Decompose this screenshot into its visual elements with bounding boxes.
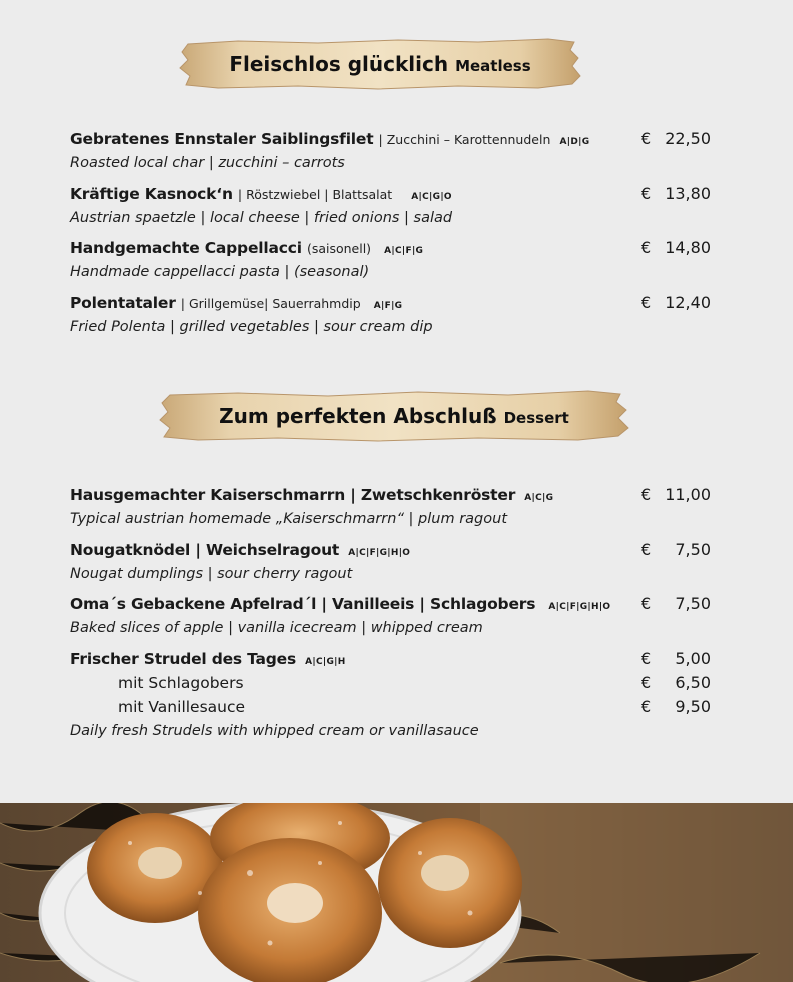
- item-option: [70, 671, 715, 695]
- allergen-codes: A|C|F|G: [384, 246, 424, 256]
- item-option: [70, 695, 715, 719]
- menu-item: [70, 291, 715, 339]
- item-price: € 7,50: [641, 594, 711, 613]
- item-name: Polentataler: [70, 294, 176, 312]
- item-english: Baked slices of apple | vanilla icecream | whipped cream: [70, 620, 483, 636]
- menu-item: [70, 483, 715, 531]
- allergen-codes: A|C|G|O: [411, 192, 452, 202]
- section-title: Zum perfekten Abschluß Dessert: [219, 404, 569, 428]
- item-price: € 22,50: [641, 129, 711, 148]
- item-description: | Röstzwiebel | Blattsalat: [237, 187, 393, 202]
- menu-item: [70, 592, 715, 640]
- item-price: € 13,80: [641, 184, 711, 203]
- item-english: Austrian spaetzle | local cheese | fried onions | salad: [70, 210, 453, 226]
- item-english: Fried Polenta | grilled vegetables | sour cream dip: [70, 319, 433, 335]
- allergen-codes: A|C|G: [524, 493, 554, 503]
- allergen-codes: A|C|F|G|H|O: [548, 602, 611, 612]
- option-label: mit Vanillesauce: [118, 698, 246, 716]
- item-english: Roasted local char | zucchini – carrots: [70, 155, 345, 171]
- item-english: Daily fresh Strudels with whipped cream or vanillasauce: [70, 723, 479, 739]
- menu-item: [70, 647, 715, 743]
- menu-item: [70, 538, 715, 586]
- item-name: Hausgemachter Kaiserschmarrn | Zwetschkenröster: [70, 486, 516, 504]
- section-title: Fleischlos glücklich Meatless: [229, 52, 531, 76]
- item-english: Typical austrian homemade „Kaiserschmarrn“ | plum ragout: [70, 511, 508, 527]
- item-name: Kräftige Kasnock‘n: [70, 185, 233, 203]
- item-description: | Zucchini – Karottennudeln: [378, 132, 551, 147]
- item-name: Frischer Strudel des Tages: [70, 650, 297, 668]
- option-label: mit Schlagobers: [118, 674, 244, 692]
- item-price: € 14,80: [641, 238, 711, 257]
- item-name: Nougatknödel | Weichselragout: [70, 541, 340, 559]
- item-price: € 5,00: [641, 649, 711, 668]
- item-description: | Grillgemüse| Sauerrahmdip: [180, 296, 361, 311]
- menu-item: [70, 236, 715, 284]
- item-description: (saisonell): [306, 241, 372, 256]
- menu-item: [70, 127, 715, 175]
- section-banner-meatless: [178, 36, 582, 92]
- item-price: € 11,00: [641, 485, 711, 504]
- allergen-codes: A|C|F|G|H|O: [348, 548, 411, 558]
- menu-item: [70, 182, 715, 230]
- apple-rings-photo-icon: [0, 803, 793, 982]
- item-price: € 7,50: [641, 540, 711, 559]
- item-name: Gebratenes Ennstaler Saiblingsfilet: [70, 130, 374, 148]
- option-price: € 9,50: [641, 697, 711, 716]
- item-name: Handgemachte Cappellacci: [70, 239, 302, 257]
- allergen-codes: A|C|G|H: [305, 657, 346, 667]
- item-english: Handmade cappellacci pasta | (seasonal): [70, 264, 370, 280]
- item-name: Oma´s Gebackene Apfelrad´l | Vanilleeis | Schlagobers: [70, 595, 536, 613]
- option-price: € 6,50: [641, 673, 711, 692]
- section-banner-dessert: [158, 388, 630, 444]
- item-price: € 12,40: [641, 293, 711, 312]
- allergen-codes: A|F|G: [373, 301, 403, 311]
- food-photo: [0, 803, 793, 982]
- item-english: Nougat dumplings | sour cherry ragout: [70, 566, 353, 582]
- allergen-codes: A|D|G: [559, 137, 590, 147]
